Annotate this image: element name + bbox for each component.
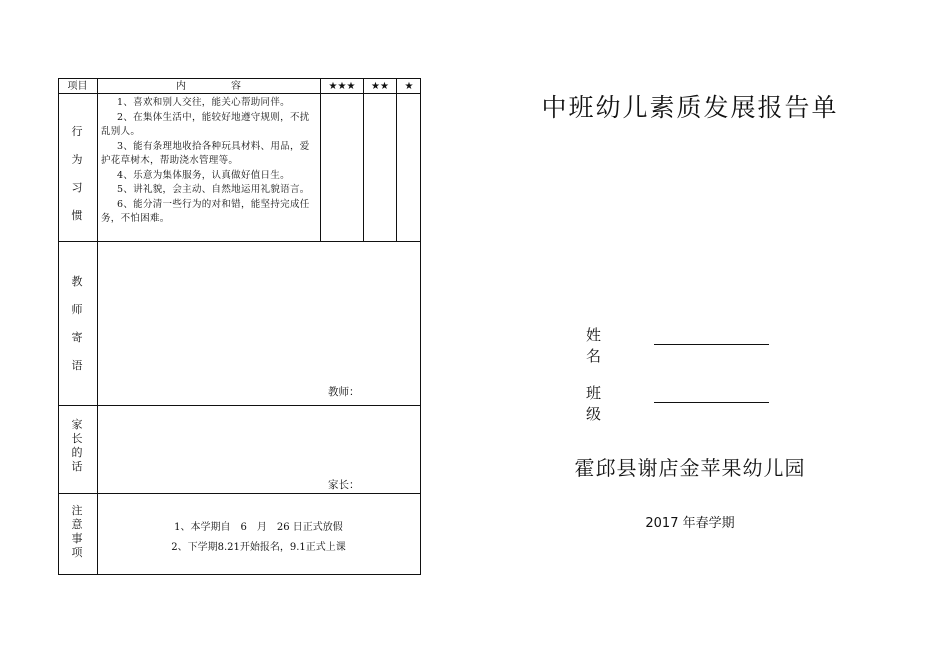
class-field bbox=[586, 382, 654, 424]
behavior-item: 3、能有条理地收拾各种玩具材料、用品，爱护花草树木，帮助浇水管理等。 bbox=[101, 140, 310, 166]
header-item: 项目 bbox=[67, 81, 88, 92]
parent-label-char: 长 bbox=[71, 432, 83, 445]
teacher-signature: 教师： bbox=[328, 386, 360, 398]
behavior-item: 2、在集体生活中，能较好地遵守规则，不扰乱别人。 bbox=[101, 111, 310, 137]
report-title: 中班幼儿素质发展报告单 bbox=[541, 93, 839, 122]
name-underline[interactable] bbox=[654, 344, 769, 345]
behavior-label-char: 习 bbox=[71, 181, 83, 194]
col-divider-item bbox=[97, 78, 98, 575]
class-label: 班级 bbox=[586, 384, 634, 423]
parent-label bbox=[67, 418, 87, 474]
parent-signature: 家长： bbox=[328, 479, 360, 491]
behavior-item: 4、乐意为集体服务，认真做好值日生。 bbox=[117, 169, 290, 181]
notes-item: 1、本学期自 6 月 26 日正式放假 bbox=[174, 522, 343, 533]
notes-items bbox=[98, 518, 419, 558]
class-underline[interactable] bbox=[654, 402, 769, 403]
header-content: 内 容 bbox=[176, 81, 242, 92]
parent-label-char: 家 bbox=[71, 418, 83, 431]
row-divider-header bbox=[58, 93, 421, 94]
notes-label-char: 项 bbox=[71, 546, 83, 559]
term-label: 2017 年春学期 bbox=[645, 516, 735, 531]
teacher-label bbox=[67, 268, 87, 380]
teacher-label-char: 寄 bbox=[71, 331, 83, 344]
teacher-label-char: 教 bbox=[71, 275, 83, 288]
header-three-star: ★★★ bbox=[328, 81, 356, 92]
teacher-label-char: 师 bbox=[71, 303, 83, 316]
behavior-item: 6、能分清一些行为的对和错，能坚持完成任务，不怕困难。 bbox=[101, 198, 310, 224]
notes-label-char: 注 bbox=[71, 504, 83, 517]
teacher-label-char: 语 bbox=[71, 359, 83, 372]
behavior-label bbox=[67, 118, 87, 230]
header-one-star: ★ bbox=[404, 81, 414, 92]
parent-label-char: 话 bbox=[71, 460, 83, 473]
row-divider-teacher bbox=[58, 405, 421, 406]
behavior-items bbox=[101, 96, 319, 227]
notes-item: 2、下学期8.21开始报名，9.1正式上课 bbox=[171, 542, 346, 553]
col-divider-content bbox=[320, 78, 321, 241]
behavior-label-char: 为 bbox=[71, 153, 83, 166]
notes-label bbox=[67, 504, 87, 560]
behavior-item: 5、讲礼貌，会主动、自然地运用礼貌语言。 bbox=[117, 184, 310, 195]
parent-label-char: 的 bbox=[71, 446, 83, 459]
notes-label-char: 事 bbox=[71, 532, 83, 545]
header-two-star: ★★ bbox=[371, 81, 389, 92]
school-name: 霍邱县谢店金苹果幼儿园 bbox=[574, 456, 806, 480]
name-field bbox=[586, 324, 654, 366]
name-label: 姓名 bbox=[586, 326, 634, 365]
behavior-label-char: 行 bbox=[71, 125, 83, 138]
col-divider-three-star bbox=[363, 78, 364, 241]
row-divider-behavior bbox=[58, 241, 421, 242]
col-divider-two-star bbox=[396, 78, 397, 241]
behavior-label-char: 惯 bbox=[71, 209, 83, 222]
row-divider-parent bbox=[58, 493, 421, 494]
notes-label-char: 意 bbox=[71, 518, 83, 531]
behavior-item: 1、喜欢和别人交往，能关心帮助同伴。 bbox=[117, 97, 290, 108]
